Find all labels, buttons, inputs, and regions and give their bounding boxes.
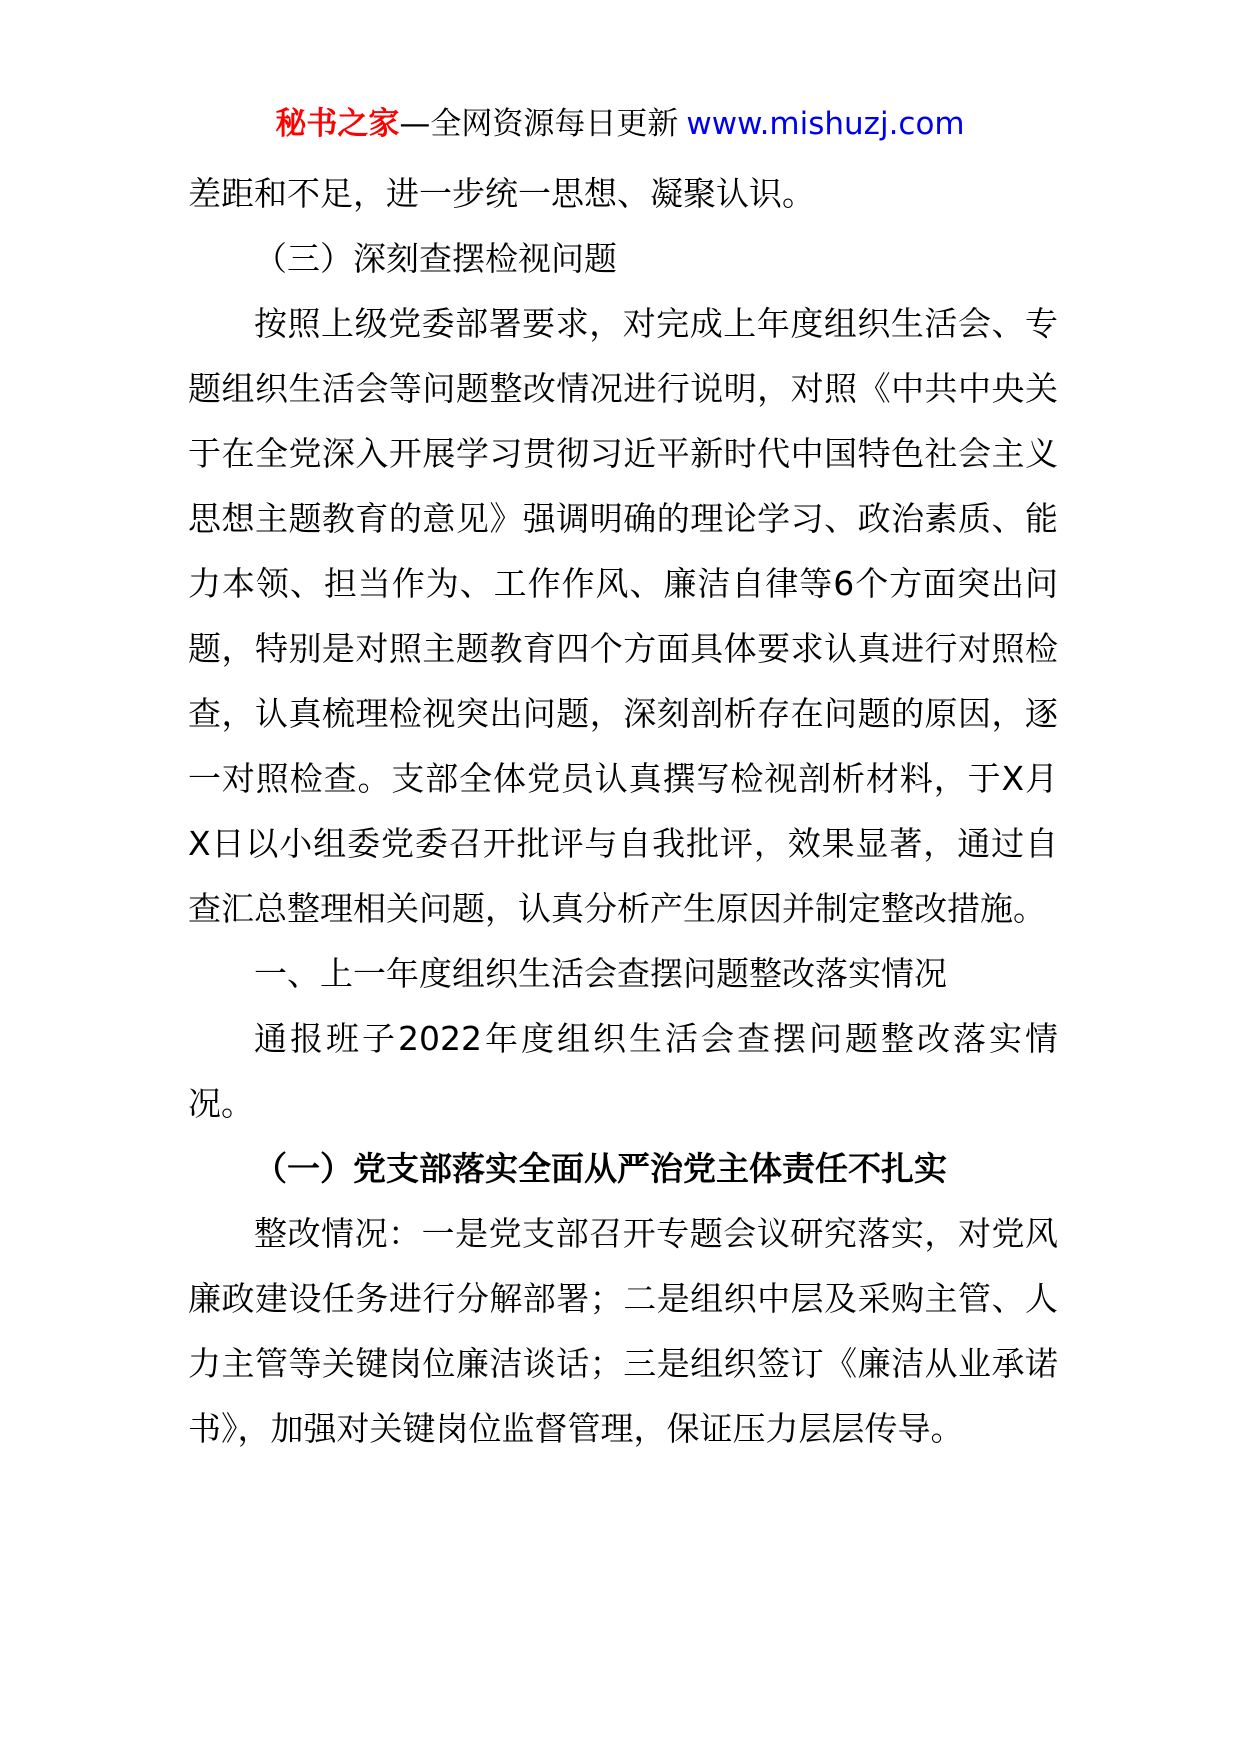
header-dash: —	[399, 106, 431, 142]
paragraph-continuation: 差距和不足，进一步统一思想、凝聚认识。	[188, 174, 815, 213]
document-body	[188, 161, 1058, 1461]
header-slogan: 全网资源每日更新	[430, 106, 679, 142]
brand-name: 秘书之家	[275, 106, 400, 142]
paragraph-body: 通报班子2022年度组织生活会查摆问题整改落实情况。	[188, 1019, 1058, 1123]
section-heading-3: （三）深刻查摆检视问题	[254, 239, 617, 278]
subsection-heading-bold: （一）党支部落实全面从严治党主体责任不扎实	[254, 1149, 947, 1188]
section-heading-1: 一、上一年度组织生活会查摆问题整改落实情况	[254, 954, 947, 993]
page-header	[0, 100, 1240, 148]
paragraph-body: 按照上级党委部署要求，对完成上年度组织生活会、专题组织生活会等问题整改情况进行说明，对照《中共中央关于在全党深入开展学习贯彻习近平新时代中国特色社会主义思想主题教育的意见》强调明确的理论学习、政治素质、能力本领、担当作为、工作作风、廉洁自律等6个方面突出问题，特别是对照主题教育四个方面具体要求认真进行对照检查，认真梳理检视突出问题，深刻剖析存在问题的原因，逐一对照检查。支部全体党员认真撰写检视剖析材料，于X月X日以小组委党委召开批评与自我批评，效果显著，通过自查汇总整理相关问题，认真分析产生原因并制定整改措施。	[188, 304, 1058, 928]
paragraph-body: 整改情况：一是党支部召开专题会议研究落实，对党风廉政建设任务进行分解部署；二是组织中层及采购主管、人力主管等关键岗位廉洁谈话；三是组织签订《廉洁从业承诺书》，加强对关键岗位监督管理，保证压力层层传导。	[188, 1214, 1058, 1448]
site-url-link[interactable]: www.mishuzj.com	[686, 106, 965, 142]
